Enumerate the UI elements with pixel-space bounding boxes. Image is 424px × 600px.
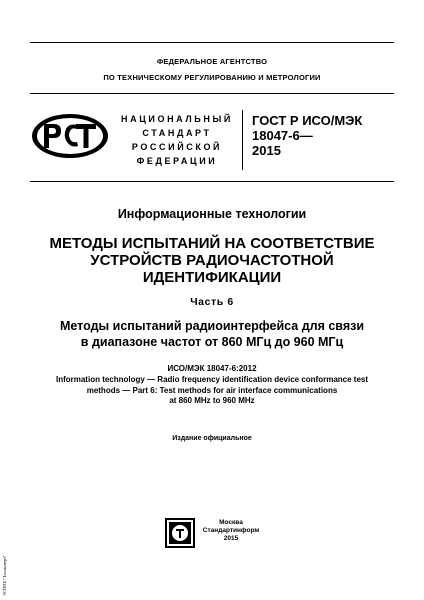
english-title-line: methods — Part 6: Test methods for air interface communications	[86, 385, 338, 395]
english-title	[0, 375, 424, 407]
vertical-divider	[242, 110, 243, 170]
english-title-line: at 860 MHz to 960 MHz	[169, 396, 255, 405]
agency-rule	[30, 93, 394, 94]
main-title-line: УСТРОЙСТВ РАДИОЧАСТОТНОЙ	[90, 252, 334, 269]
subtitle-line: Методы испытаний радиоинтерфейса для связи	[59, 319, 365, 333]
publisher-city: Москва	[219, 519, 243, 526]
subtitle-line: в диапазоне частот от 860 МГц до 960 МГц	[80, 335, 344, 349]
standard-label-line: СТАНДАРТ	[142, 128, 212, 138]
iso-reference: ИСО/МЭК 18047-6:2012	[167, 364, 257, 373]
gost-line: 18047-6—	[252, 128, 313, 143]
gost-number	[252, 113, 402, 158]
rst-logo	[30, 112, 110, 160]
main-title-line: ИДЕНТИФИКАЦИИ	[142, 269, 282, 286]
top-rule	[30, 42, 394, 43]
standard-label-line: РОССИЙСКОЙ	[131, 142, 223, 152]
main-title-line: МЕТОДЫ ИСПЫТАНИЙ НА СООТВЕТСТВИЕ	[49, 235, 375, 252]
main-title	[0, 235, 424, 286]
publisher-logo	[165, 518, 195, 548]
gost-line: 2015	[252, 143, 281, 158]
agency-line-2: ПО ТЕХНИЧЕСКОМУ РЕГУЛИРОВАНИЮ И МЕТРОЛОГИИ	[103, 73, 321, 82]
part-number: Часть 6	[190, 296, 234, 308]
english-title-line: Information technology — Radio frequency identification device conformance test	[55, 375, 369, 384]
publisher-info	[200, 519, 280, 543]
standard-label	[118, 112, 236, 168]
subtitle	[0, 318, 424, 350]
side-note: ЭСНПБ "Техэксперт"	[2, 554, 7, 596]
standard-label-line: НАЦИОНАЛЬНЫЙ	[121, 114, 233, 124]
series-title: Информационные технологии	[117, 207, 307, 221]
publisher-name: Стандартинформ	[202, 527, 260, 534]
standard-label-line: ФЕДЕРАЦИИ	[136, 156, 218, 166]
gost-line: ГОСТ Р ИСО/МЭК	[252, 113, 363, 128]
agency-line-1: ФЕДЕРАЛЬНОЕ АГЕНТСТВО	[156, 57, 268, 66]
standartinform-logo-icon	[165, 518, 195, 548]
header-rule	[30, 181, 394, 182]
publisher-year: 2015	[223, 535, 239, 542]
rst-logo-icon	[30, 112, 110, 160]
edition-label: Издание официальное	[172, 435, 252, 442]
